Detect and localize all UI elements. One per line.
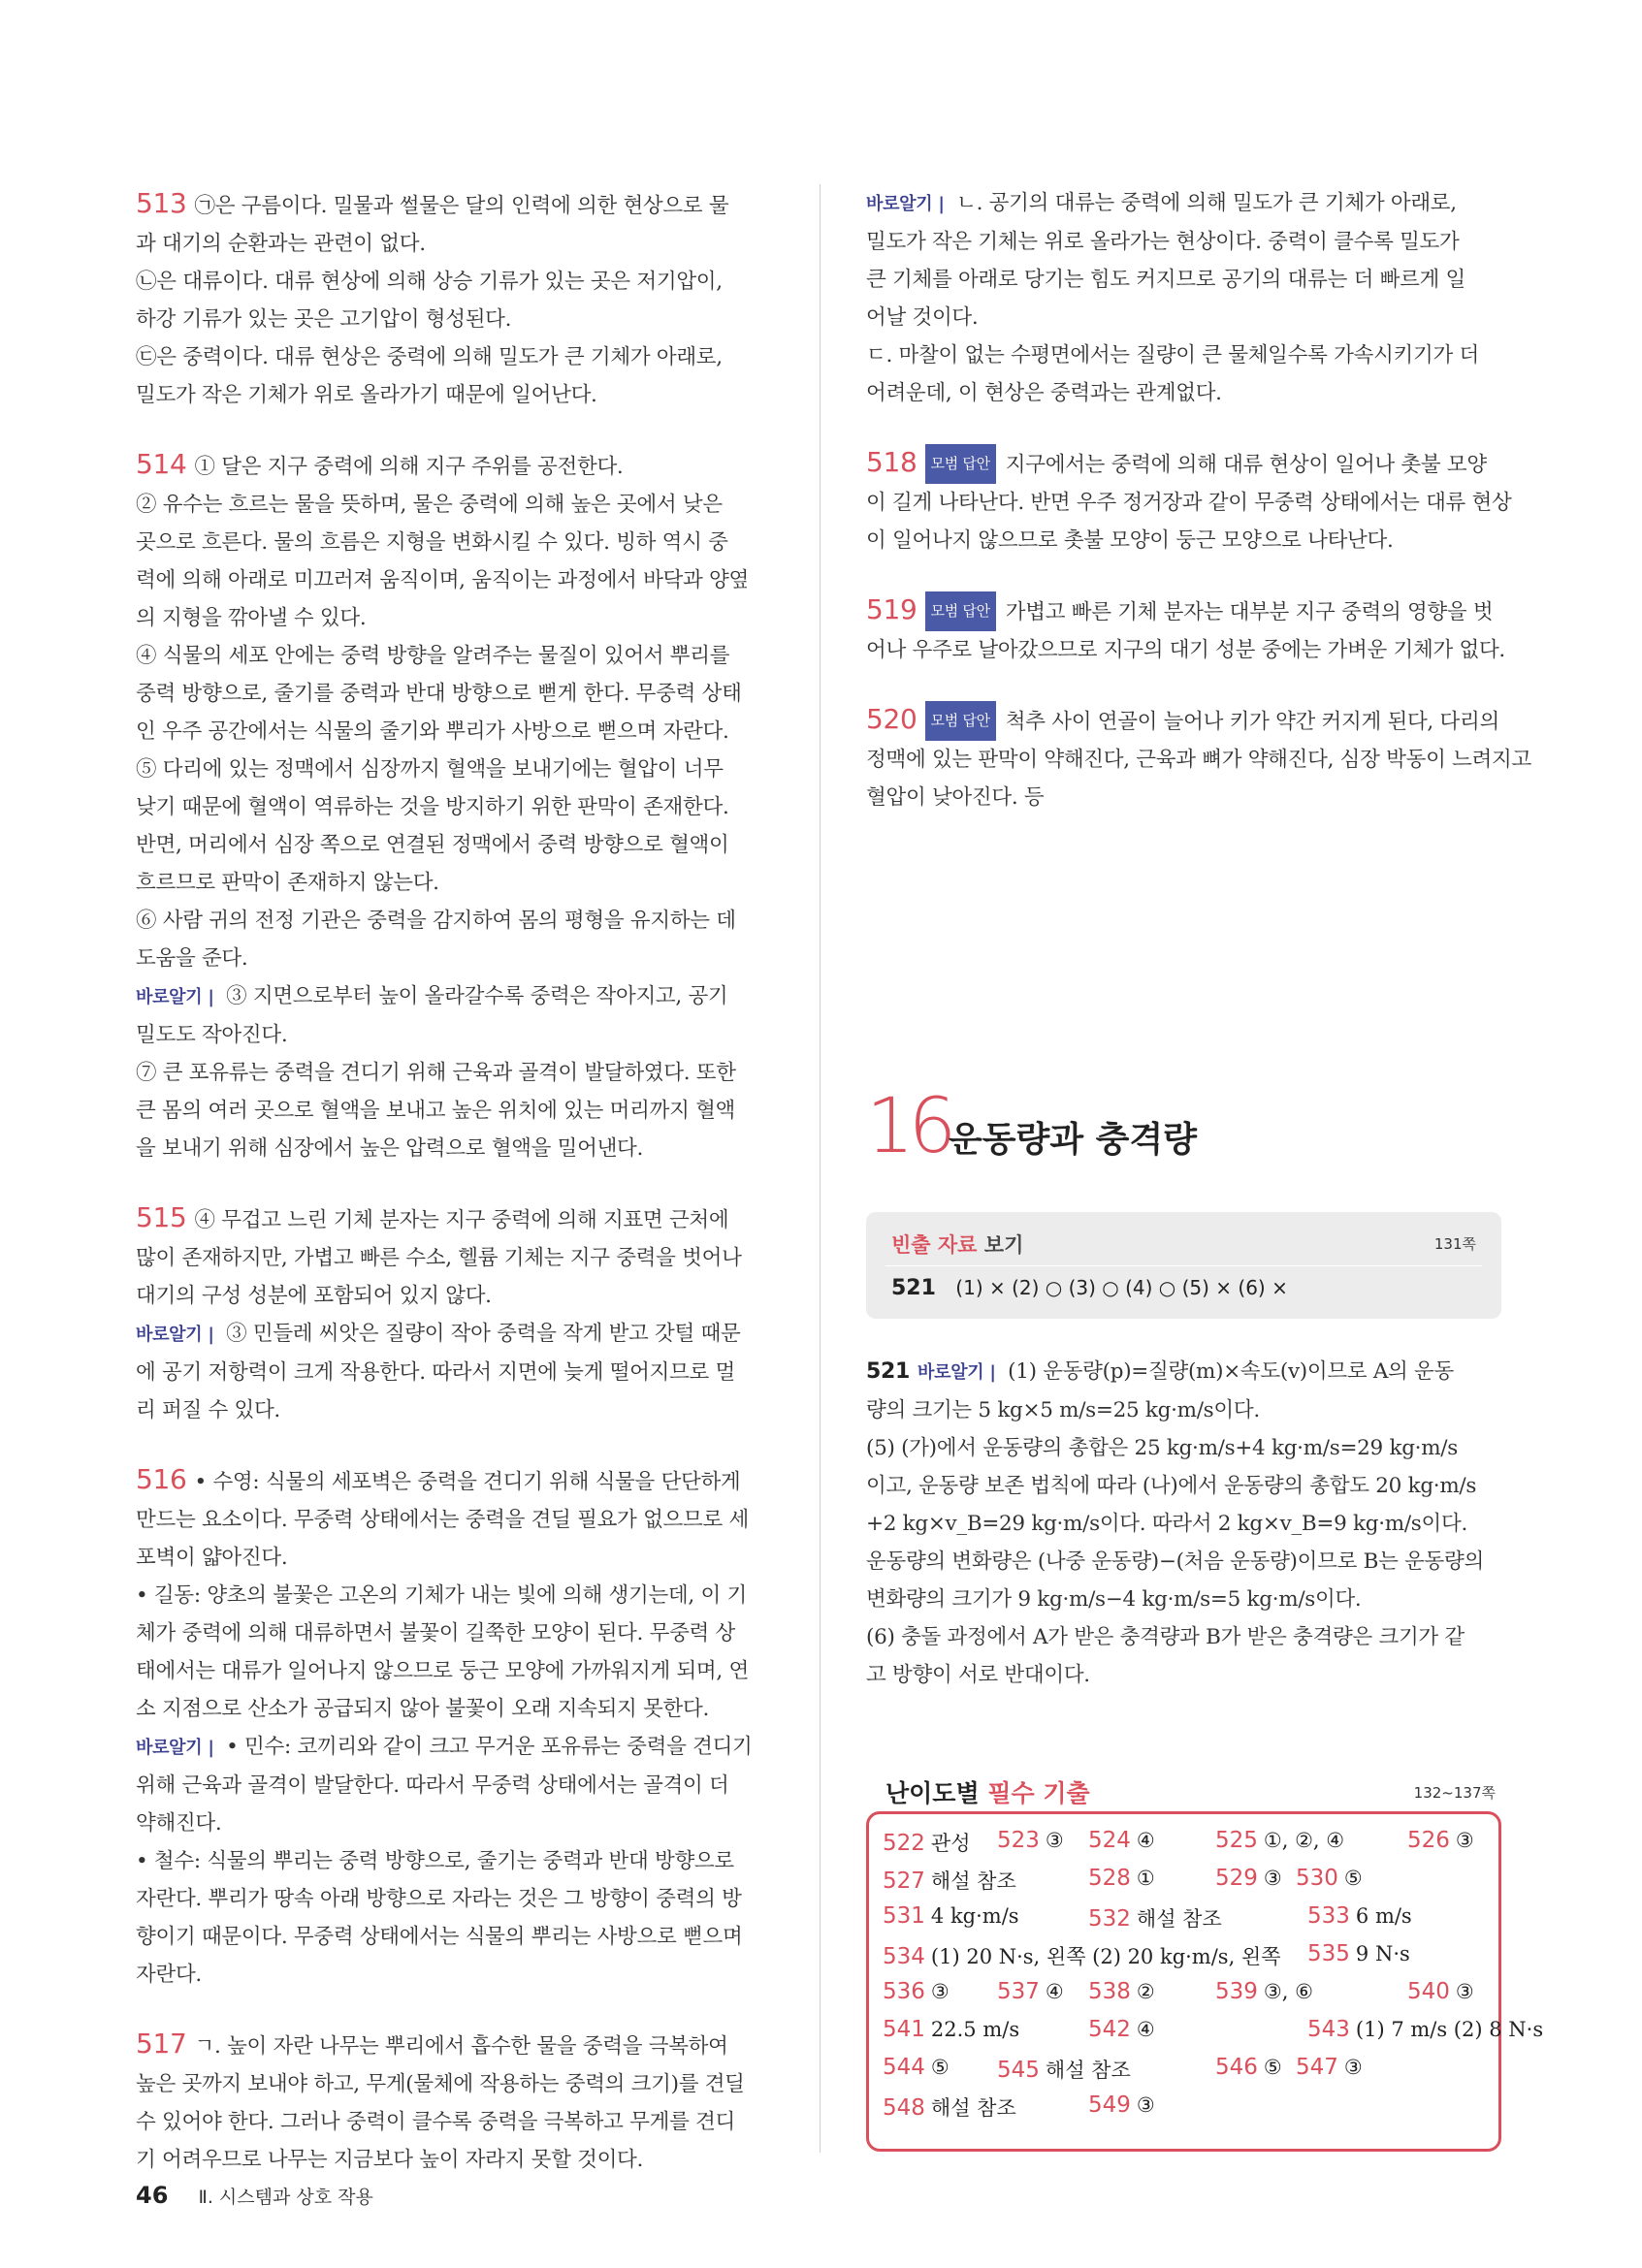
text-line: 밀도가 작은 기체는 위로 올라가는 현상이다. 중력이 클수록 밀도가	[866, 230, 1460, 254]
answer-item	[1307, 2017, 1543, 2042]
answer-entry	[136, 1460, 776, 1994]
right-column	[866, 184, 1531, 847]
frequent-title-gray: 보기	[983, 1233, 1024, 1257]
question-number: 517	[136, 2028, 187, 2060]
answer-number: 542	[1088, 2017, 1131, 2042]
answer-number: 527	[883, 1869, 925, 1894]
answer-item	[883, 2017, 1019, 2042]
answer-value: (1) 20 N·s, 왼쪽 (2) 20 kg·m/s, 왼쪽	[930, 1945, 1281, 1968]
answer-number: 530	[1296, 1866, 1338, 1891]
difficulty-header	[866, 1774, 1501, 1813]
answer-value: 해설 참조	[1136, 1907, 1222, 1931]
text-line: 521 바로알기 | (1) 운동량(p)=질량(m)×속도(v)이므로 A의 운동	[866, 1359, 1454, 1384]
text-content: ① 달은 지구 중력에 의해 지구 주위를 공전한다.	[194, 455, 624, 479]
answer-item	[1088, 1903, 1222, 1933]
answer-value: ③	[1045, 1829, 1064, 1852]
text-line: 을 보내기 위해 심장에서 높은 압력으로 혈액을 밀어낸다.	[136, 1136, 644, 1161]
text-line: 고 방향이 서로 반대이다.	[866, 1663, 1090, 1687]
correction-label: 바로알기 |	[136, 987, 214, 1007]
difficulty-title-red: 필수 기출	[987, 1779, 1090, 1807]
question-number: 515	[136, 1201, 187, 1233]
answer-value: 해설 참조	[1045, 2059, 1131, 2082]
answer-item	[883, 2092, 1016, 2122]
text-line: 자란다.	[136, 1963, 202, 1987]
section-number: 16	[866, 1083, 951, 1170]
text-line: (6) 충돌 과정에서 A가 받은 충격량과 B가 받은 충격량은 크기가 같	[866, 1625, 1465, 1649]
text-line: 향이기 때문이다. 무중력 상태에서는 식물의 뿌리는 사방으로 뻗으며	[136, 1925, 743, 1949]
text-line	[866, 591, 1506, 631]
answer-value: ③	[1263, 1867, 1282, 1890]
answer-number: 540	[1407, 1979, 1450, 2004]
text-content: 지구에서는 중력에 의해 대류 현상이 일어나 촛불 모양	[1005, 453, 1487, 477]
text-line: 수 있어야 한다. 그러나 중력이 클수록 중력을 극복하고 무게를 견디	[136, 2110, 736, 2134]
question-number: 514	[136, 448, 187, 480]
text-line: 력에 의해 아래로 미끄러져 움직이며, 움직이는 과정에서 바닥과 양옆	[136, 568, 749, 592]
answer-value: ①, ②, ④	[1263, 1829, 1345, 1852]
text-line: 큰 몸의 여러 곳으로 혈액을 보내고 높은 위치에 있는 머리까지 혈액	[136, 1099, 736, 1123]
text-line: 도움을 준다.	[136, 946, 248, 971]
text-line: 위해 근육과 골격이 발달한다. 따라서 무중력 상태에서는 골격이 더	[136, 1773, 729, 1798]
text-line	[136, 184, 776, 225]
question-number: 519	[866, 593, 918, 625]
answer-number: 524	[1088, 1828, 1131, 1853]
answer-item	[1296, 2055, 1363, 2080]
text-line: 대기의 구성 성분에 포함되어 있지 않다.	[136, 1284, 492, 1308]
text-line: 운동량의 변화량은 (나중 운동량)−(처음 운동량)이므로 B는 운동량의	[866, 1549, 1484, 1574]
answer-value: 해설 참조	[930, 1869, 1016, 1893]
answer-value: 22.5 m/s	[930, 2018, 1020, 2041]
answer-number: 536	[883, 1979, 925, 2004]
text-content: ④ 무겁고 느린 기체 분자는 지구 중력에 의해 지표면 근처에	[194, 1208, 729, 1232]
model-answer-badge: 모범 답안	[925, 444, 996, 484]
answer-value: ③	[930, 1980, 950, 2003]
answer-number: 526	[1407, 1828, 1450, 1853]
left-column	[136, 184, 776, 2210]
answer-value: ⑤	[930, 2056, 950, 2079]
answer-entry	[136, 2025, 776, 2179]
answer-item	[883, 1866, 1016, 1895]
model-answer-badge: 모범 답안	[925, 591, 996, 631]
answer-entry	[866, 184, 1506, 412]
difficulty-title-black: 난이도별	[885, 1779, 980, 1807]
text-content: 척추 사이 연골이 늘어나 키가 약간 커지게 된다, 다리의	[1005, 710, 1499, 734]
answer-item	[883, 2055, 950, 2080]
frequent-separator	[885, 1265, 1482, 1266]
text-line: 이고, 운동량 보존 법칙에 따라 (나)에서 운동량의 총합도 20 kg·m/s	[866, 1474, 1477, 1498]
text-line: 과 대기의 순환과는 관련이 없다.	[136, 232, 426, 256]
answer-value: ⑤	[1343, 1867, 1363, 1890]
answer-item	[1296, 1866, 1363, 1891]
answer-value: ③	[1455, 1829, 1474, 1852]
answer-item	[1215, 1979, 1313, 2004]
difficulty-title	[885, 1774, 1090, 1809]
text-line: 만드는 요소이다. 무중력 상태에서는 중력을 견딜 필요가 없으므로 세	[136, 1508, 749, 1532]
text-content: ㉠은 구름이다. 밀물과 썰물은 달의 인력에 의한 현상으로 물	[194, 194, 729, 218]
text-line: ㄷ. 마찰이 없는 수평면에서는 질량이 큰 물체일수록 가속시키기가 더	[866, 343, 1479, 367]
answer-number: 531	[883, 1903, 925, 1929]
text-line: 바로알기 | ③ 지면으로부터 높이 올라갈수록 중력은 작아지고, 공기	[136, 984, 728, 1008]
answer-item	[1307, 1903, 1412, 1929]
answer-value: 9 N·s	[1355, 1942, 1410, 1965]
text-line: 자란다. 뿌리가 땅속 아래 방향으로 자라는 것은 그 방향이 중력의 방	[136, 1887, 742, 1911]
answer-number: 543	[1307, 2017, 1350, 2042]
text-line: 중력 방향으로, 줄기를 중력과 반대 방향으로 뻗게 한다. 무중력 상태	[136, 682, 742, 706]
text-line: 바로알기 | ㄴ. 공기의 대류는 중력에 의해 밀도가 큰 기체가 아래로,	[866, 191, 1457, 215]
text-line	[136, 1198, 776, 1239]
text-line: 약해진다.	[136, 1811, 222, 1836]
text-line: 리 퍼질 수 있다.	[136, 1398, 280, 1422]
answer-value: 6 m/s	[1355, 1904, 1412, 1928]
text-line: ㉡은 대류이다. 대류 현상에 의해 상승 기류가 있는 곳은 저기압이,	[136, 270, 723, 294]
text-line: • 철수: 식물의 뿌리는 중력 방향으로, 줄기는 중력과 반대 방향으로	[136, 1849, 734, 1873]
answer-number: 547	[1296, 2055, 1338, 2080]
answer-item	[997, 1828, 1064, 1853]
text-line: 곳으로 흐른다. 물의 흐름은 지형을 변화시킬 수 있다. 빙하 역시 중	[136, 530, 728, 555]
answer-value: ④	[1045, 1980, 1064, 2003]
column-divider	[820, 184, 821, 2153]
text-line: 정맥에 있는 판막이 약해진다, 근육과 뼈가 약해진다, 심장 박동이 느려지고	[866, 748, 1531, 772]
answer-value: 관성	[930, 1832, 971, 1855]
answer-number: 546	[1215, 2055, 1258, 2080]
text-line: 바로알기 | • 민수: 코끼리와 같이 크고 무거운 포유류는 중력을 견디기	[136, 1735, 753, 1759]
text-line: +2 kg×v_B=29 kg·m/s이다. 따라서 2 kg×v_B=9 kg·m/s이다.	[866, 1512, 1467, 1536]
answer-entry	[136, 445, 776, 1167]
answer-number: 528	[1088, 1866, 1131, 1891]
text-line: 에 공기 저항력이 크게 작용한다. 따라서 지면에 늦게 떨어지므로 멀	[136, 1360, 736, 1385]
frequent-title-red: 빈출 자료	[891, 1233, 978, 1257]
text-line: ④ 식물의 세포 안에는 중력 방향을 알려주는 물질이 있어서 뿌리를	[136, 644, 730, 668]
text-line: 포벽이 얇아진다.	[136, 1546, 288, 1570]
text-line: 어날 것이다.	[866, 305, 979, 330]
chapter-title: Ⅱ. 시스템과 상호 작용	[198, 2187, 373, 2208]
answer-value: (1) 7 m/s (2) 8 N·s	[1355, 2018, 1544, 2041]
text-line: 량의 크기는 5 kg×5 m/s=25 kg·m/s이다.	[866, 1398, 1260, 1422]
text-line: 어나 우주로 날아갔으므로 지구의 대기 성분 중에는 가벼운 기체가 없다.	[866, 638, 1505, 662]
answer-item	[1215, 2055, 1282, 2080]
text-line: 이 길게 나타난다. 반면 우주 정거장과 같이 무중력 상태에서는 대류 현상	[866, 491, 1512, 515]
correction-label: 바로알기 |	[866, 194, 945, 214]
answer-item	[1215, 1828, 1344, 1853]
frequent-data-box	[866, 1212, 1501, 1319]
text-content: ㄱ. 높이 자란 나무는 뿌리에서 흡수한 물을 중력을 극복하여	[194, 2034, 728, 2059]
answer-item	[883, 1903, 1019, 1929]
answer-value: ④	[1136, 1829, 1155, 1852]
text-line	[136, 2025, 776, 2065]
answer-entry	[136, 1198, 776, 1429]
text-line: 변화량의 크기가 9 kg·m/s−4 kg·m/s=5 kg·m/s이다.	[866, 1587, 1362, 1612]
question-number: 513	[136, 187, 187, 219]
text-line: 태에서는 대류가 일어나지 않으므로 둥근 모양에 가까워지게 되며, 연	[136, 1659, 749, 1683]
text-line: 큰 기체를 아래로 당기는 힘도 커지므로 공기의 대류는 더 빠르게 일	[866, 268, 1466, 292]
correction-label: 바로알기 |	[136, 1325, 214, 1345]
text-line: ⑤ 다리에 있는 정맥에서 심장까지 혈액을 보내기에는 혈압이 너무	[136, 757, 724, 782]
text-line: 낮기 때문에 혈액이 역류하는 것을 방지하기 위한 판막이 존재한다.	[136, 795, 729, 819]
text-line: 어려운데, 이 현상은 중력과는 관계없다.	[866, 381, 1222, 405]
question-number: 521	[866, 1359, 911, 1384]
answer-number: 549	[1088, 2092, 1131, 2118]
text-line: 체가 중력에 의해 대류하면서 불꽃이 길쭉한 모양이 된다. 무중력 상	[136, 1621, 736, 1645]
answer-item	[1088, 1828, 1155, 1853]
answer-number: 548	[883, 2095, 925, 2121]
answer-item	[1407, 1979, 1474, 2004]
answer-value: ③	[1455, 1980, 1474, 2003]
text-line: 높은 곳까지 보내야 하고, 무게(물체에 작용하는 중력의 크기)를 견딜	[136, 2072, 745, 2096]
frequent-answers	[891, 1276, 1288, 1300]
answer-value: ⑤	[1263, 2056, 1282, 2079]
answer-number: 541	[883, 2017, 925, 2042]
answer-number: 544	[883, 2055, 925, 2080]
answer-item	[1088, 1866, 1155, 1891]
text-line: 인 우주 공간에서는 식물의 줄기와 뿌리가 사방으로 뻗으며 자란다.	[136, 719, 729, 744]
difficulty-answer-box	[866, 1811, 1544, 2152]
text-content: • 수영: 식물의 세포벽은 중력을 견디기 위해 식물을 단단하게	[194, 1470, 741, 1494]
answer-item	[1088, 2092, 1155, 2118]
question-number: 518	[866, 446, 918, 478]
text-line	[866, 443, 1506, 484]
answer-value: 해설 참조	[930, 2096, 1016, 2120]
answer-number: 533	[1307, 1903, 1350, 1929]
answer-number: 523	[997, 1828, 1040, 1853]
correction-label: 바로알기 |	[918, 1362, 996, 1383]
answer-number: 529	[1215, 1866, 1258, 1891]
answer-number: 525	[1215, 1828, 1258, 1853]
answer-number: 532	[1088, 1906, 1131, 1932]
text-line: ⑦ 큰 포유류는 중력을 견디기 위해 근육과 골격이 발달하였다. 또한	[136, 1061, 736, 1085]
frequent-answer-list: (1) × (2) ○ (3) ○ (4) ○ (5) × (6) ×	[955, 1276, 1288, 1299]
answer-item	[1088, 1979, 1155, 2004]
text-line: 기 어려우므로 나무는 지금보다 높이 자라지 못할 것이다.	[136, 2148, 644, 2172]
frequent-question-number: 521	[891, 1276, 936, 1300]
text-line: 반면, 머리에서 심장 쪽으로 연결된 정맥에서 중력 방향으로 혈액이	[136, 833, 729, 857]
explanation-521	[866, 1353, 1506, 1694]
text-line: 하강 기류가 있는 곳은 고기압이 형성된다.	[136, 307, 512, 332]
frequent-title	[891, 1230, 1023, 1259]
text-line: ② 유수는 흐르는 물을 뜻하며, 물은 중력에 의해 높은 곳에서 낮은	[136, 493, 723, 517]
answer-number: 535	[1307, 1941, 1350, 1966]
model-answer-badge: 모범 답안	[925, 701, 996, 741]
answer-value: ③	[1343, 2056, 1363, 2079]
page-number: 46	[136, 2182, 169, 2209]
text-line	[136, 1460, 776, 1501]
difficulty-page-ref: 132~137쪽	[1413, 1784, 1496, 1802]
text-line: 밀도도 작아진다.	[136, 1023, 288, 1047]
answer-entry	[136, 184, 776, 414]
answer-item	[883, 1941, 1281, 1970]
section-title: 운동량과 충격량	[949, 1120, 1197, 1160]
text-line: 소 지점으로 산소가 공급되지 않아 불꽃이 오래 지속되지 못한다.	[136, 1697, 710, 1721]
text-line	[866, 700, 1506, 741]
answer-entry	[866, 591, 1506, 669]
answer-number: 545	[997, 2058, 1040, 2083]
frequent-page-ref: 131쪽	[1433, 1235, 1476, 1253]
answer-value: 4 kg·m/s	[930, 1904, 1019, 1928]
answer-item	[1215, 1866, 1282, 1891]
text-line: 흐르므로 판막이 존재하지 않는다.	[136, 871, 439, 895]
text-line: ㉢은 중력이다. 대류 현상은 중력에 의해 밀도가 큰 기체가 아래로,	[136, 345, 723, 369]
text-line: 이 일어나지 않으므로 촛불 모양이 둥근 모양으로 나타난다.	[866, 528, 1394, 553]
answer-item	[1088, 2017, 1155, 2042]
text-line: 혈압이 낮아진다. 등	[866, 785, 1045, 810]
question-number: 516	[136, 1463, 187, 1495]
answer-item	[997, 2055, 1131, 2084]
answer-item	[1407, 1828, 1474, 1853]
answer-value: ③, ⑥	[1263, 1980, 1313, 2003]
text-line: • 길동: 양초의 불꽃은 고온의 기체가 내는 빛에 의해 생기는데, 이 기	[136, 1583, 747, 1608]
text-line: ⑥ 사람 귀의 전정 기관은 중력을 감지하여 몸의 평형을 유지하는 데	[136, 909, 736, 933]
answer-item	[997, 1979, 1064, 2004]
answer-entry	[866, 443, 1512, 559]
answer-item	[883, 1828, 970, 1857]
question-number: 520	[866, 703, 918, 735]
answer-number: 522	[883, 1831, 925, 1856]
answer-item	[1307, 1941, 1410, 1966]
text-content: 가볍고 빠른 기체 분자는 대부분 지구 중력의 영향을 벗	[1005, 600, 1494, 624]
answer-number: 534	[883, 1944, 925, 1969]
text-line: (5) (가)에서 운동량의 총합은 25 kg·m/s+4 kg·m/s=29 kg·m/s	[866, 1436, 1458, 1460]
answer-value: ④	[1136, 2018, 1155, 2041]
answer-entry	[866, 700, 1531, 816]
answer-number: 538	[1088, 1979, 1131, 2004]
page-footer	[136, 2182, 373, 2209]
answer-value: ②	[1136, 1980, 1155, 2003]
answer-value: ①	[1136, 1867, 1155, 1890]
answer-value: ③	[1136, 2093, 1155, 2117]
text-line: 밀도가 작은 기체가 위로 올라가기 때문에 일어난다.	[136, 383, 597, 407]
answer-item	[883, 1979, 950, 2004]
text-line: 많이 존재하지만, 가볍고 빠른 수소, 헬륨 기체는 지구 중력을 벗어나	[136, 1246, 742, 1270]
text-line: 의 지형을 깎아낼 수 있다.	[136, 606, 367, 630]
text-line	[136, 445, 776, 486]
answer-number: 539	[1215, 1979, 1258, 2004]
correction-label: 바로알기 |	[136, 1738, 214, 1758]
section-heading	[866, 1083, 1506, 1188]
answer-number: 537	[997, 1979, 1040, 2004]
text-line: 바로알기 | ③ 민들레 씨앗은 질량이 작아 중력을 작게 받고 갓털 때문	[136, 1322, 741, 1346]
